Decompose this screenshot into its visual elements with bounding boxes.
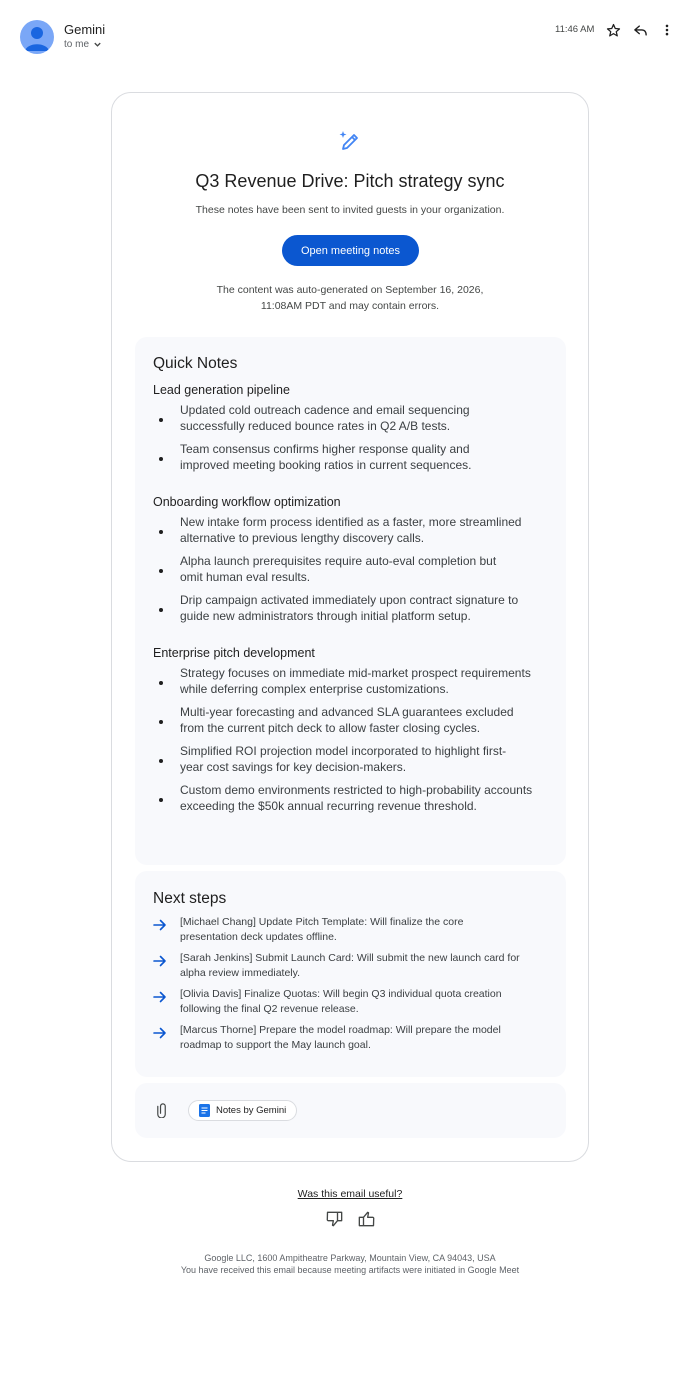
autogen-line: 11:08AM PDT and may contain errors. xyxy=(260,299,440,312)
bullet-dot xyxy=(159,798,163,802)
bullet-dot xyxy=(159,608,163,612)
star-icon[interactable] xyxy=(604,21,622,39)
text-line: Custom demo environments restricted to high-probability accounts xyxy=(180,783,533,797)
text-line: roadmap to support the May launch goal. xyxy=(180,1039,371,1051)
arrow-right-icon xyxy=(153,955,167,967)
step-text xyxy=(180,915,535,945)
text-line: year cost savings for key decision-makers. xyxy=(180,759,407,774)
text-line: Alpha launch prerequisites require auto-eval completion but xyxy=(180,554,497,568)
bullet-text xyxy=(180,593,555,624)
text-line: improved meeting booking ratios in current sequences. xyxy=(180,457,472,472)
avatar-person-icon[interactable] xyxy=(20,20,54,54)
spark-pen-icon xyxy=(338,129,362,153)
text-line: [Sarah Jenkins] Submit Launch Card: Will submit the new launch card for xyxy=(180,952,520,964)
bullet-text xyxy=(180,515,555,546)
bullet-dot xyxy=(159,720,163,724)
chevron-down-icon xyxy=(93,40,102,49)
text-line: New intake form process identified as a faster, more streamlined xyxy=(180,515,522,529)
next-steps-title: Next steps xyxy=(153,890,227,907)
meeting-title: Q3 Revenue Drive: Pitch strategy sync xyxy=(195,171,505,191)
text-line: following the final Q2 revenue release. xyxy=(180,1003,359,1015)
bullet-dot xyxy=(159,569,163,573)
reply-icon[interactable] xyxy=(631,21,649,39)
quick-notes-title: Quick Notes xyxy=(153,355,238,372)
docs-icon xyxy=(199,1104,210,1117)
text-line: from the current pitch deck to allow faster closing cycles. xyxy=(180,720,481,735)
footer-notice: You have received this email because meeting artifacts were initiated in Google Meet xyxy=(180,1265,520,1275)
text-line: [Michael Chang] Update Pitch Template: Will finalize the core xyxy=(180,916,464,928)
bullet-dot xyxy=(159,457,163,461)
open-meeting-notes-button[interactable]: Open meeting notes xyxy=(282,235,419,266)
paperclip-icon xyxy=(153,1102,169,1118)
arrow-right-icon xyxy=(153,1027,167,1039)
thumbs-up-icon[interactable] xyxy=(356,1209,376,1229)
step-text xyxy=(180,951,535,981)
recipient-label: to me xyxy=(64,39,90,50)
bullet-dot xyxy=(159,681,163,685)
text-line: exceeding the $50k annual recurring revenue threshold. xyxy=(180,798,477,813)
bullet-dot xyxy=(159,418,163,422)
text-line: [Marcus Thorne] Prepare the model roadmap: Will prepare the model xyxy=(180,1024,501,1036)
attachment-panel xyxy=(135,1083,566,1138)
email-time: 11:46 AM xyxy=(555,24,595,35)
section-heading: Lead generation pipeline xyxy=(153,383,290,397)
autogen-line: The content was auto-generated on September 16, 2026, xyxy=(216,284,484,296)
recipient-toggle[interactable] xyxy=(64,39,102,50)
section-heading: Enterprise pitch development xyxy=(153,646,315,660)
text-line: successfully reduced bounce rates in Q2 A/B tests. xyxy=(180,418,451,433)
feedback-question-text[interactable]: Was this email useful? xyxy=(297,1188,403,1200)
more-vert-icon[interactable] xyxy=(658,21,676,39)
notes-by-gemini-chip[interactable] xyxy=(188,1100,297,1121)
bullet-text xyxy=(180,705,555,736)
text-line: omit human eval results. xyxy=(180,569,311,584)
next-steps-panel xyxy=(135,871,566,1077)
step-text xyxy=(180,1023,535,1053)
arrow-right-icon xyxy=(153,919,167,931)
text-line: alternative to previous lengthy discovery calls. xyxy=(180,530,425,545)
arrow-right-icon xyxy=(153,991,167,1003)
section-heading: Onboarding workflow optimization xyxy=(153,495,341,509)
text-line: Strategy focuses on immediate mid-market prospect requirements xyxy=(180,666,531,680)
text-line: alpha review immediately. xyxy=(180,967,301,979)
bullet-dot xyxy=(159,530,163,534)
text-line: Drip campaign activated immediately upon contract signature to xyxy=(180,593,519,607)
text-line: Multi-year forecasting and advanced SLA guarantees excluded xyxy=(180,705,514,719)
text-line: [Olivia Davis] Finalize Quotas: Will begin Q3 individual quota creation xyxy=(180,988,502,1000)
text-line: while deferring complex enterprise customizations. xyxy=(180,681,449,696)
footer-address: Google LLC, 1600 Ampitheatre Parkway, Mountain View, CA 94043, USA xyxy=(204,1253,496,1263)
meeting-notes-card xyxy=(111,92,589,1162)
bullet-text xyxy=(180,442,555,473)
sender-name: Gemini xyxy=(64,22,106,37)
autogen-disclaimer xyxy=(172,283,528,314)
bullet-text xyxy=(180,744,555,775)
thumbs-down-icon[interactable] xyxy=(325,1209,345,1229)
text-line: Updated cold outreach cadence and email sequencing xyxy=(180,403,470,417)
quick-notes-panel xyxy=(135,337,566,865)
feedback-question[interactable] xyxy=(0,1188,700,1200)
text-line: Simplified ROI projection model incorporated to highlight first- xyxy=(180,744,507,758)
bullet-text xyxy=(180,783,555,814)
chip-label: Notes by Gemini xyxy=(216,1105,287,1116)
text-line: guide new administrators through initial platform setup. xyxy=(180,608,471,623)
step-text xyxy=(180,987,535,1017)
text-line: Team consensus confirms higher response quality and xyxy=(180,442,470,456)
email-header xyxy=(0,0,700,70)
bullet-text xyxy=(180,554,555,585)
bullet-dot xyxy=(159,759,163,763)
meeting-subtitle: These notes have been sent to invited guests in your organization. xyxy=(195,204,505,216)
bullet-text xyxy=(180,403,555,434)
bullet-text xyxy=(180,666,555,697)
text-line: presentation deck updates offline. xyxy=(180,931,337,943)
